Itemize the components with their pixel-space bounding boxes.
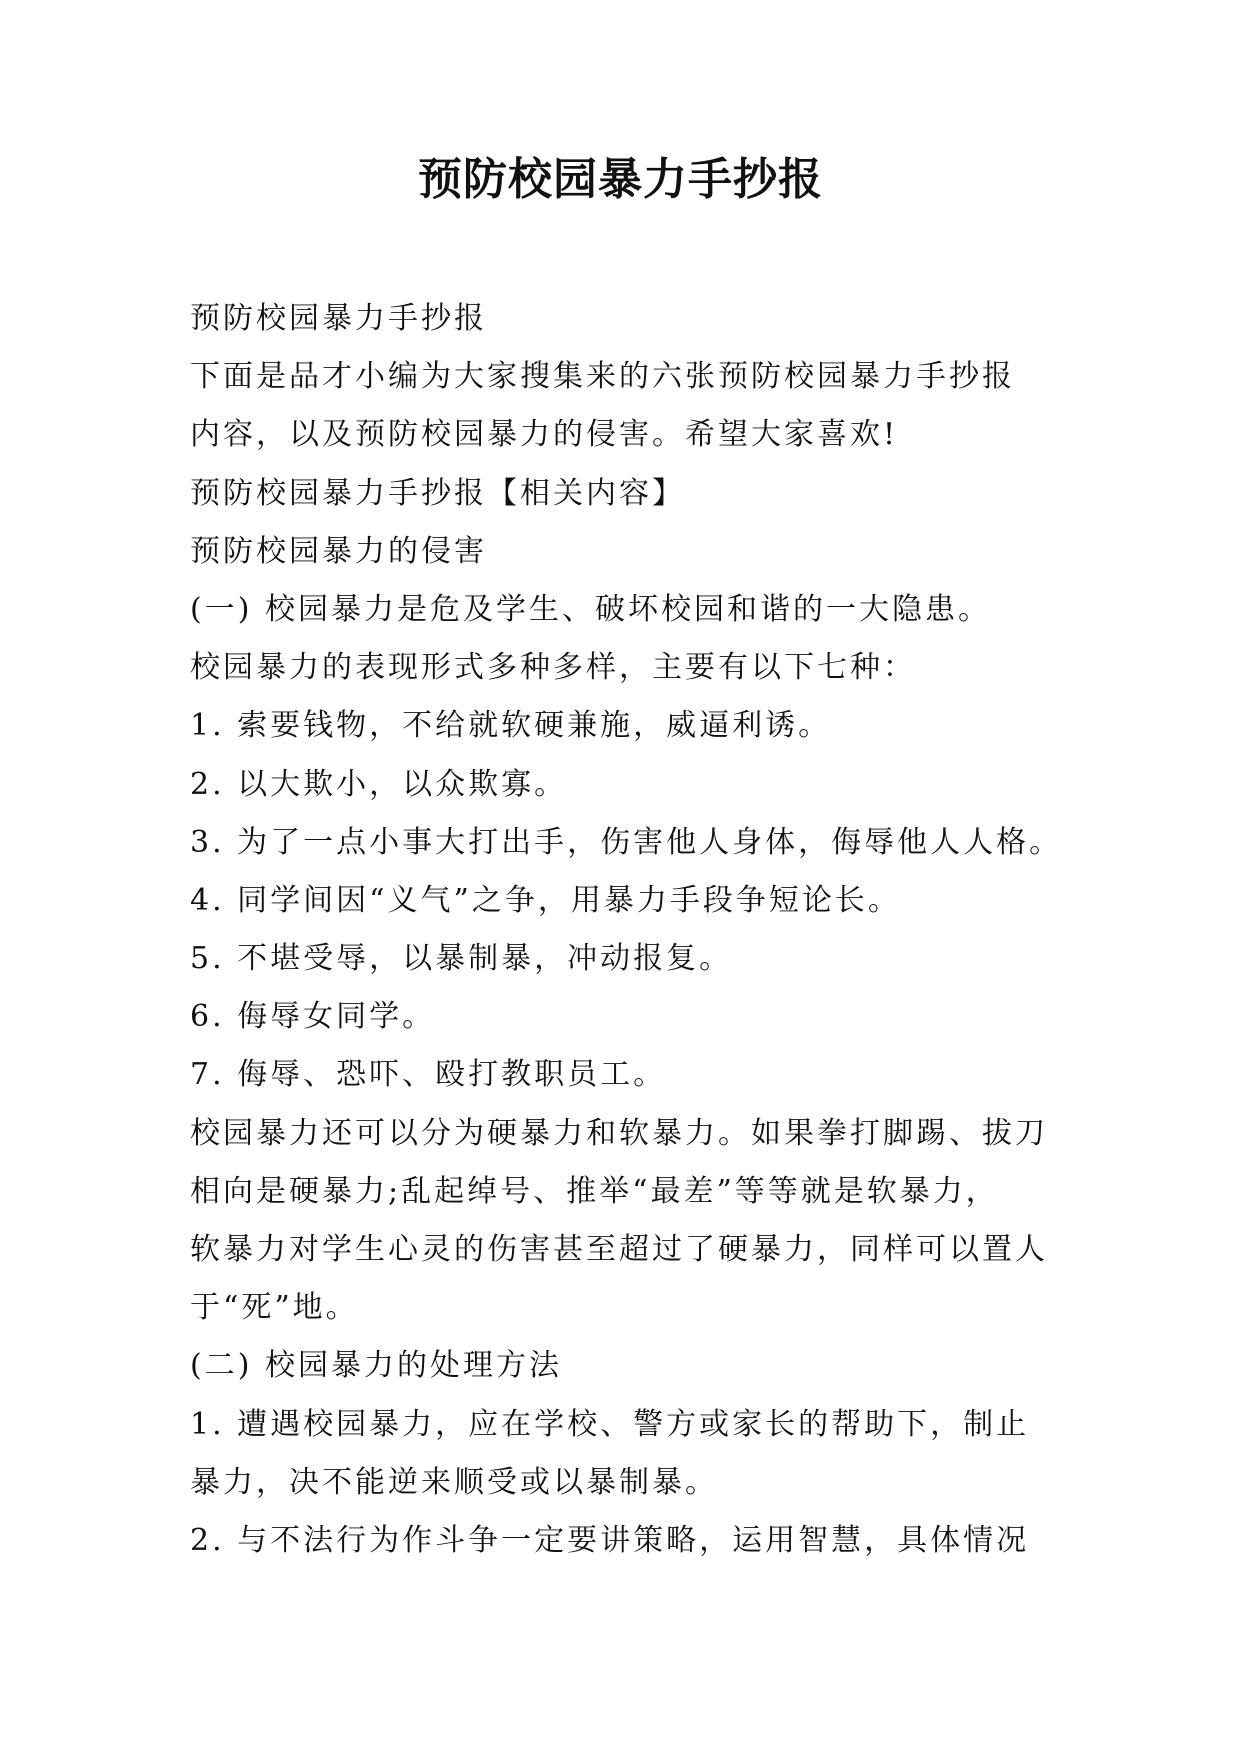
body-line: 校园暴力的表现形式多种多样，主要有以下七种： [190,650,916,686]
body-line: 预防校园暴力手抄报【相关内容】 [190,475,685,511]
body-line: 1. 遭遇校园暴力，应在学校、警方或家长的帮助下，制止 [190,1406,1030,1442]
body-line: 6. 侮辱女同学。 [190,999,436,1035]
body-line: 预防校园暴力的侵害 [190,533,487,569]
document-body [190,290,1090,1570]
body-line: 2. 与不法行为作斗争一定要讲策略，运用智慧，具体情况 [190,1522,1030,1558]
body-line: 内容，以及预防校园暴力的侵害。希望大家喜欢! [190,417,899,453]
body-line: 相向是硬暴力;乱起绰号、推举“最差”等等就是软暴力， [190,1173,999,1209]
body-line: 3. 为了一点小事大打出手，伤害他人身体，侮辱他人人格。 [190,824,1063,860]
document-title: 预防校园暴力手抄报 [418,154,823,205]
body-line: (二) 校园暴力的处理方法 [190,1348,562,1384]
body-line: 下面是品才小编为大家搜集来的六张预防校园暴力手抄报 [190,359,1015,395]
body-line: 预防校园暴力手抄报 [190,301,487,336]
body-line: 2. 以大欺小，以众欺寡。 [190,766,568,802]
body-line: 5. 不堪受辱，以暴制暴，冲动报复。 [190,941,733,977]
body-line: 暴力，决不能逆来顺受或以暴制暴。 [190,1464,718,1500]
body-line: 于“死”地。 [190,1290,359,1326]
body-line: 4. 同学间因“义气”之争，用暴力手段争短论长。 [190,882,901,918]
body-line: 1. 索要钱物，不给就软硬兼施，威逼利诱。 [190,708,832,744]
body-line: 7. 侮辱、恐吓、殴打教职员工。 [190,1057,667,1093]
body-line: 校园暴力还可以分为硬暴力和软暴力。如果拳打脚踢、拔刀 [190,1115,1048,1151]
body-line: 软暴力对学生心灵的伤害甚至超过了硬暴力，同样可以置人 [190,1232,1048,1267]
body-line: (一) 校园暴力是危及学生、破坏校园和谐的一大隐患。 [190,591,991,627]
